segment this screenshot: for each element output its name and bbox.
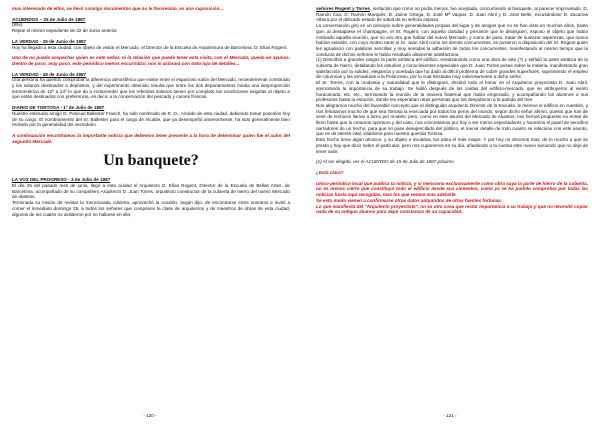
right-conversation-text: La conversación giró en un principio sobre generalidades propias del lugar y de amigos que no se han visto en muchos años, hasta que, al destaparse el champagne, el Sr. Rogent, con aquella claridad y precisión que le distinguen, expuso el objeto que había motivado aquella reunión, que no era otro que hablar del nuevo Mercado, y como de paso, tratar de suavizar asperezas, que nunca habían existido, con cuyo motivo tanto el Sr. Juan Abril como los demás concurrentes, se pusieron a disposición del Sr. Rogent quien les agradeció con palabras sencillas y muy sentidas la adhesión de todos los concurrentes, manifestando al mismo tiempo que la conducta de dichos señores le había resultado altamente satisfactoria. <box>316 23 588 57</box>
page-number-left: - 120 - <box>143 413 157 418</box>
right-footnote: (1) Al ser elegido, ver el ACUERDO de 15 de Julio de 1887 próximo <box>316 159 454 165</box>
right-torres-text: El Sr. Torres, con la modestia y naturalidad que le distinguen, declinó todo el honor en el Arquitecto proyectista D. Juan Abril, aminorando la importancia de su trabajo. Se habló después de las caídas del edificio-mercado, que se atribuyeron al viento huracanado, etc. etc., terminando la reunión de la manera fraternal que había empezado, y acompañando los alumnos a sus profesores hasta la estación, donde les esperaban otras personas que los despidieron a la partida del tren. <box>316 80 588 103</box>
acuerdos-text: Repite el mismo expediente de 22 de Junio anterior <box>12 28 117 34</box>
right-continuation <box>316 6 588 23</box>
right-closing-text: Esto hecho tiene algún alcance, y su objeto e iniciativa, los atina el más miope. Y por hoy no decimos mas, de lo mucho a que se presta y hay que decir sobre el particular, pero nos cuparemos en su día, añadiendo a la cuenta este nuevo sumando que no deja de tener valor. <box>316 137 588 154</box>
right-commentary-3: Lo que manifiesta del "Arquitecto proyectista", no es otra cosa que restar importancia a su trabajo y que no necesitó copiar nada de su antiguo alumno para dejar constancia de su capacidad. <box>316 203 588 215</box>
acuerdos-ref: (85v) <box>12 22 23 28</box>
right-question: ¿Está claro? <box>316 169 344 175</box>
right-description-text: (1) Describió a grandes rasgos la parte artística del edificio, ensalzándola como una obra de arte (?) y señaló la parte estática de la cubierta de hierro, detallando los estudios y conocimientos especiales que D. Juan Torres posee sobre la materia, manifestando gran satisfacción por la solidez, elegancia y acertada que ha dado al difícil problema de cubrir grandes superficies, suprimiendo el empleo de columnas y las armaduras a la Polonceau, por lo cual felicitaba muy calurosamente a dicho señor. <box>316 57 588 80</box>
page-number-right: - 121 - <box>443 413 457 418</box>
right-commentary-2: Se esto modo vienen a confirmarse otros datos adquiridos de otras fuentes fortunas. <box>316 197 503 203</box>
commentary-important-news: A continuación encontramos la importante noticia que debemos tener presente a la hora de determinar quien fue el autor del segundo Mercado. <box>12 132 290 144</box>
section-title: Un banquete? <box>103 152 199 170</box>
right-continuation-text: , invitación que como no podía menos, fue aceptada, concurriendo al banquete, al parecer improvisado, D. Ramón Cao, D. Ramón Marqués, D. Jaime Ortega, D. José Mª Vaquer, D. Juan Abril y D. José Beltri, excusándose D. Zacarías Albera por el delicado estado de salud de su señora esposa. <box>316 6 589 23</box>
diario-tortosa-text: Nuestro estimado amigo D. Pascual Ballester Franch, ha sido nombrado de R. O., Alcalde de esta ciudad, debiendo tomar posesión hoy de su cargo. El nombramiento del Sr. Ballester para el cargo de Alcalde, que ya desempeñó anteriormente, ha sido generalmente bien recibido por la generalidad del vecindario. <box>12 110 290 128</box>
right-opinion-text: Nos alegramos mucho del favorable concepto que al distinguido arquitecto Director de la Escuela, le merece el edificio en cuestión, y nos felicitamos mucho de que sea Tortosa la enviciada por todos los peros del mundo, según dicho señor afirmó, puesto que han de venir de rechinos llamar a turno por modelo; pero, como en este asunto del Mercado de Abastos, nos hemos propuesto no entrar de lleno hasta que lo creamos oportuno y del caso, nos concretamos por hoy a ser meros espectadores y hacemos el papel de sencillos narradores de un hecho, para que no pase desapercibido del público, el menor detalle de todo cuanto se relacione con este asunto, que es de interés vital, vitalísimo para nuestra querida Tortosa. <box>316 102 588 137</box>
voz-progreso-text-1: El día 25 del pasado mes de junio, llegó a esta ciudad el Arquitecto D. Elías Rogent, Director de la Escuela de Bellas Artes, de Barcelona, acompañado de su compañero Arquitecto D. Juan Torres, arquitecto constructor de la cubierta de hierro del nuevo Mercado de abastos. <box>12 183 290 200</box>
heading-diario-tortosa: DIARIO DE TORTOSA - 1º de Julio de 1887 <box>12 105 105 111</box>
heading-la-verdad-25: LA VERDAD - 25 de Junio de 1887 <box>12 38 87 44</box>
right-lead-underline: señores Rogent y Torres <box>316 6 370 11</box>
right-page <box>300 0 600 424</box>
la-verdad-25-text: Hoy ha llegado a esta ciudad, con objeto de visitar el Mercado, el Director de la Escuela de Arquitectura de Barcelona, D. Elías Rogent. <box>12 44 288 50</box>
heading-acuerdos: ACUERDOS – 25 de Julio de 1887 <box>12 16 86 22</box>
voz-progreso-text-2: Terminada su misión de revisar la mencionada cubierta, aprovechó la ocasión, según dijo, de encontrarse entre nosotros e invitó a comer el inmediato domingo 26, a todos los señores que componen la clase de arquitectos y de maestros de obras de esta ciudad, algunos de los cuales no asistieron por no hallarse en ella; <box>12 200 290 217</box>
heading-la-verdad-28: LA VERDAD - 28 de Junio de 1887 <box>12 71 87 77</box>
commentary-rogent-visit: Uno de no puede sospechar quien es este señor, ni la relación que puede tener esta visita, con el Mercado, queda en ayunas. Dentro de poco, muy poco, este periódico menos escurridizo, nos lo aclarará con todo lujo de detalles... <box>12 55 290 66</box>
la-verdad-28-text: Una persona ha querido comprobar la diferencia atmosférica que existe entre el espacioso salón del Mercado, recientemente construido y los solanos destinados a depósitos, y del experimento obtenido resulta que entre los dos departamentos media una desproporción termométrica de 12º a 14º lo que da a comprender que los referidos solanos tienen por completo las condiciones exigidas al objeto a que están destinados con preferencia, es decir, a la conservación del pescado y carnes frescas. <box>12 77 290 100</box>
right-commentary-1: Unico periódico local que publica la noticia; y si menciona exclusivamente como obra suya la parte de hierro de la cubierta, no es menos cierto que constituyó todo el edificio desde sus cimientos, como ya se ha podido comprobar por todas las noticias hasta aquí recogidas, mas los que vemos mas adelante <box>316 180 588 198</box>
heading-voz-progreso: LA VOZ DEL PROGRESO - 3 de Julio de 1887 <box>12 177 111 183</box>
left-intro-note: mas interesado de ellos, se llevó consigo documentos que no le favorecían, es una suposición... <box>12 6 224 11</box>
